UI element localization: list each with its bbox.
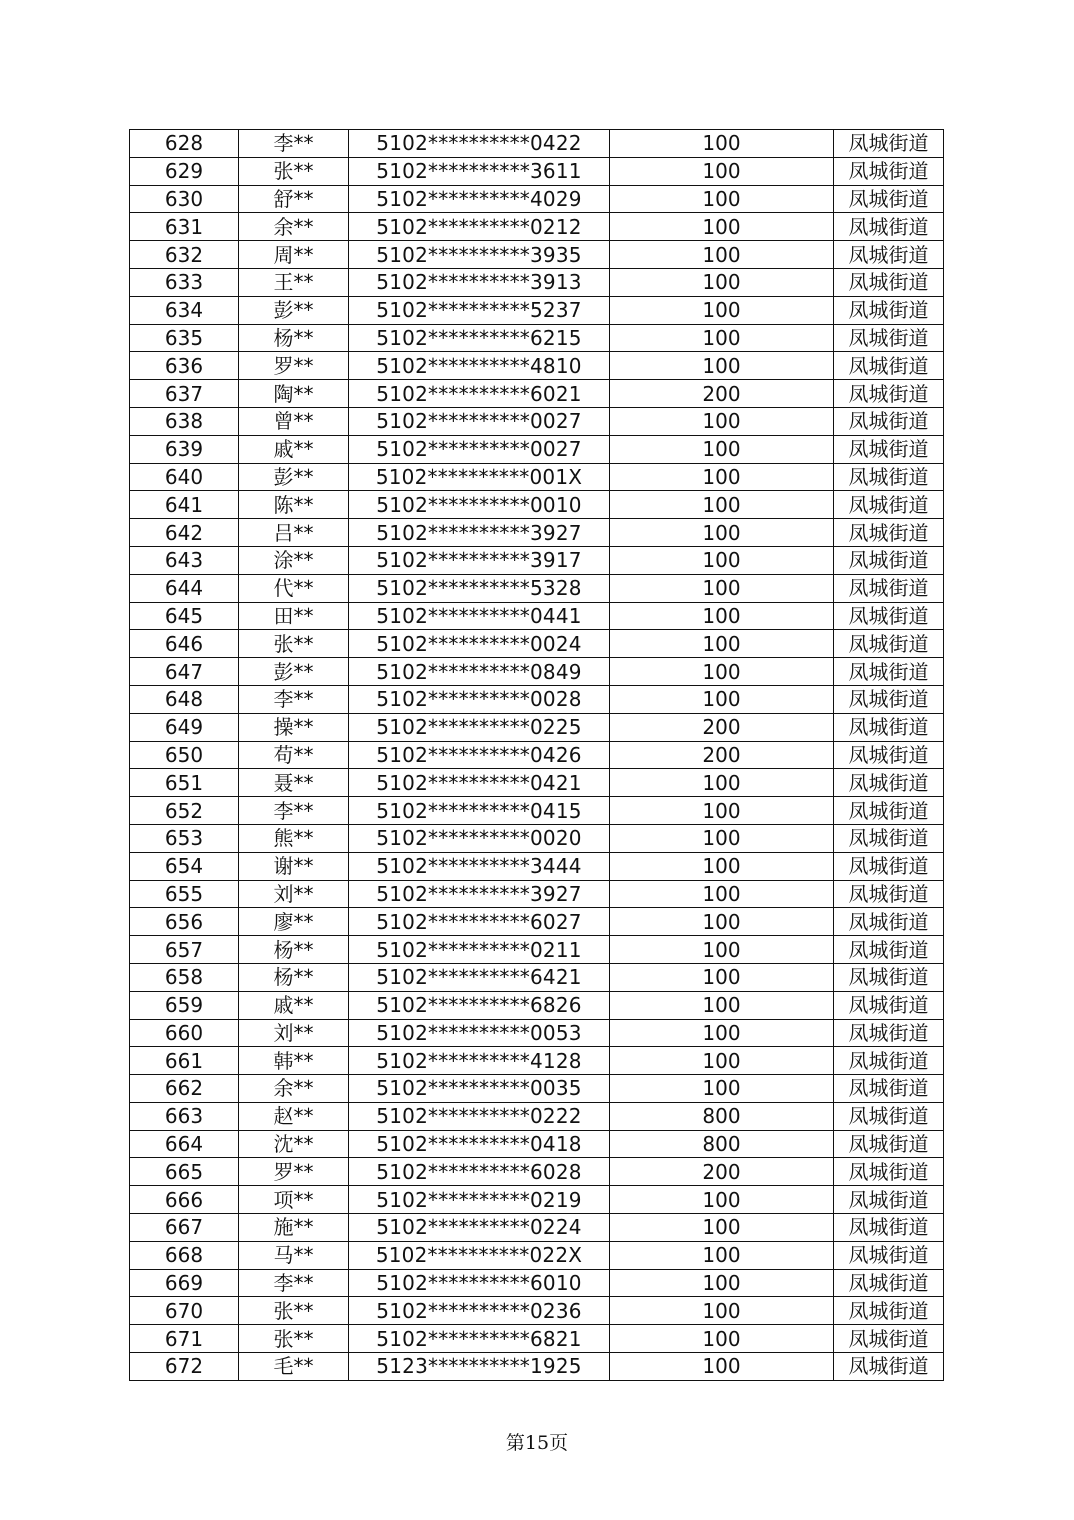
cell-number: 654: [130, 852, 239, 880]
cell-subdistrict: 凤城街道: [834, 157, 944, 185]
cell-amount: 100: [610, 213, 834, 241]
table-row: [130, 574, 944, 602]
cell-name: 舒**: [239, 185, 349, 213]
cell-id-number: 5102**********0849: [349, 658, 610, 686]
cell-id-number: 5102**********0219: [349, 1186, 610, 1214]
table-row: [130, 268, 944, 296]
table-row: [130, 296, 944, 324]
cell-id-number: 5102**********0441: [349, 602, 610, 630]
cell-id-number: 5102**********0224: [349, 1214, 610, 1242]
table-row: [130, 157, 944, 185]
cell-subdistrict: 凤城街道: [834, 741, 944, 769]
roster-table-body: [130, 130, 944, 1381]
table-row: [130, 1353, 944, 1381]
cell-name: 韩**: [239, 1047, 349, 1075]
cell-number: 630: [130, 185, 239, 213]
cell-subdistrict: 凤城街道: [834, 1102, 944, 1130]
cell-id-number: 5102**********0028: [349, 685, 610, 713]
table-row: [130, 1047, 944, 1075]
cell-subdistrict: 凤城街道: [834, 1353, 944, 1381]
cell-name: 熊**: [239, 824, 349, 852]
cell-id-number: 5102**********0422: [349, 130, 610, 158]
cell-number: 632: [130, 241, 239, 269]
table-row: [130, 1214, 944, 1242]
cell-number: 660: [130, 1019, 239, 1047]
cell-amount: 100: [610, 630, 834, 658]
cell-id-number: 5102**********6028: [349, 1158, 610, 1186]
cell-number: 635: [130, 324, 239, 352]
cell-amount: 100: [610, 824, 834, 852]
cell-subdistrict: 凤城街道: [834, 352, 944, 380]
cell-subdistrict: 凤城街道: [834, 1186, 944, 1214]
table-row: [130, 630, 944, 658]
cell-id-number: 5102**********001X: [349, 463, 610, 491]
cell-id-number: 5102**********4029: [349, 185, 610, 213]
cell-number: 651: [130, 769, 239, 797]
cell-amount: 100: [610, 1297, 834, 1325]
cell-id-number: 5102**********022X: [349, 1241, 610, 1269]
cell-amount: 100: [610, 463, 834, 491]
cell-amount: 100: [610, 1047, 834, 1075]
cell-number: 631: [130, 213, 239, 241]
cell-amount: 100: [610, 296, 834, 324]
table-row: [130, 519, 944, 547]
cell-amount: 100: [610, 936, 834, 964]
cell-subdistrict: 凤城街道: [834, 1158, 944, 1186]
table-row: [130, 435, 944, 463]
cell-id-number: 5123**********1925: [349, 1353, 610, 1381]
table-row: [130, 185, 944, 213]
cell-name: 项**: [239, 1186, 349, 1214]
cell-name: 操**: [239, 713, 349, 741]
cell-subdistrict: 凤城街道: [834, 1325, 944, 1353]
cell-subdistrict: 凤城街道: [834, 463, 944, 491]
cell-number: 658: [130, 963, 239, 991]
cell-name: 戚**: [239, 991, 349, 1019]
cell-amount: 100: [610, 1269, 834, 1297]
cell-name: 戚**: [239, 435, 349, 463]
table-row: [130, 713, 944, 741]
table-row: [130, 380, 944, 408]
cell-subdistrict: 凤城街道: [834, 797, 944, 825]
cell-amount: 100: [610, 519, 834, 547]
table-row: [130, 1130, 944, 1158]
cell-number: 639: [130, 435, 239, 463]
cell-amount: 100: [610, 241, 834, 269]
cell-subdistrict: 凤城街道: [834, 936, 944, 964]
cell-amount: 100: [610, 685, 834, 713]
cell-subdistrict: 凤城街道: [834, 1075, 944, 1103]
cell-subdistrict: 凤城街道: [834, 713, 944, 741]
cell-id-number: 5102**********3913: [349, 268, 610, 296]
table-row: [130, 1269, 944, 1297]
cell-id-number: 5102**********3927: [349, 880, 610, 908]
cell-number: 644: [130, 574, 239, 602]
cell-id-number: 5102**********0027: [349, 435, 610, 463]
cell-subdistrict: 凤城街道: [834, 1214, 944, 1242]
cell-subdistrict: 凤城街道: [834, 296, 944, 324]
table-row: [130, 1102, 944, 1130]
cell-id-number: 5102**********6021: [349, 380, 610, 408]
cell-name: 余**: [239, 213, 349, 241]
cell-number: 653: [130, 824, 239, 852]
cell-number: 666: [130, 1186, 239, 1214]
cell-name: 吕**: [239, 519, 349, 547]
cell-number: 671: [130, 1325, 239, 1353]
cell-number: 637: [130, 380, 239, 408]
cell-number: 661: [130, 1047, 239, 1075]
cell-number: 636: [130, 352, 239, 380]
cell-number: 647: [130, 658, 239, 686]
cell-name: 张**: [239, 630, 349, 658]
cell-name: 杨**: [239, 936, 349, 964]
cell-name: 罗**: [239, 352, 349, 380]
table-row: [130, 1297, 944, 1325]
cell-subdistrict: 凤城街道: [834, 852, 944, 880]
cell-amount: 100: [610, 1325, 834, 1353]
cell-name: 施**: [239, 1214, 349, 1242]
cell-subdistrict: 凤城街道: [834, 824, 944, 852]
cell-amount: 200: [610, 380, 834, 408]
cell-subdistrict: 凤城街道: [834, 1130, 944, 1158]
cell-subdistrict: 凤城街道: [834, 435, 944, 463]
cell-name: 余**: [239, 1075, 349, 1103]
cell-name: 李**: [239, 797, 349, 825]
cell-subdistrict: 凤城街道: [834, 130, 944, 158]
cell-id-number: 5102**********3444: [349, 852, 610, 880]
cell-name: 田**: [239, 602, 349, 630]
cell-amount: 100: [610, 963, 834, 991]
cell-subdistrict: 凤城街道: [834, 268, 944, 296]
cell-number: 664: [130, 1130, 239, 1158]
cell-id-number: 5102**********0024: [349, 630, 610, 658]
cell-id-number: 5102**********6027: [349, 908, 610, 936]
table-row: [130, 936, 944, 964]
cell-id-number: 5102**********3927: [349, 519, 610, 547]
cell-number: 665: [130, 1158, 239, 1186]
cell-subdistrict: 凤城街道: [834, 1241, 944, 1269]
cell-id-number: 5102**********4128: [349, 1047, 610, 1075]
cell-subdistrict: 凤城街道: [834, 407, 944, 435]
cell-id-number: 5102**********5237: [349, 296, 610, 324]
table-row: [130, 546, 944, 574]
cell-amount: 100: [610, 491, 834, 519]
cell-name: 赵**: [239, 1102, 349, 1130]
cell-name: 曾**: [239, 407, 349, 435]
cell-id-number: 5102**********0236: [349, 1297, 610, 1325]
cell-name: 杨**: [239, 324, 349, 352]
table-row: [130, 1158, 944, 1186]
table-row: [130, 241, 944, 269]
cell-id-number: 5102**********3935: [349, 241, 610, 269]
cell-amount: 100: [610, 1353, 834, 1381]
cell-name: 廖**: [239, 908, 349, 936]
cell-name: 聂**: [239, 769, 349, 797]
cell-id-number: 5102**********0212: [349, 213, 610, 241]
table-row: [130, 658, 944, 686]
cell-amount: 100: [610, 852, 834, 880]
cell-number: 646: [130, 630, 239, 658]
cell-id-number: 5102**********0035: [349, 1075, 610, 1103]
cell-number: 648: [130, 685, 239, 713]
cell-name: 陈**: [239, 491, 349, 519]
cell-subdistrict: 凤城街道: [834, 630, 944, 658]
table-row: [130, 491, 944, 519]
cell-subdistrict: 凤城街道: [834, 991, 944, 1019]
cell-id-number: 5102**********0418: [349, 1130, 610, 1158]
cell-amount: 100: [610, 185, 834, 213]
table-row: [130, 1325, 944, 1353]
cell-id-number: 5102**********4810: [349, 352, 610, 380]
cell-subdistrict: 凤城街道: [834, 241, 944, 269]
cell-number: 641: [130, 491, 239, 519]
cell-name: 毛**: [239, 1353, 349, 1381]
cell-name: 马**: [239, 1241, 349, 1269]
cell-number: 634: [130, 296, 239, 324]
cell-subdistrict: 凤城街道: [834, 546, 944, 574]
cell-amount: 100: [610, 769, 834, 797]
cell-amount: 100: [610, 797, 834, 825]
cell-subdistrict: 凤城街道: [834, 213, 944, 241]
cell-name: 彭**: [239, 296, 349, 324]
cell-amount: 100: [610, 908, 834, 936]
cell-subdistrict: 凤城街道: [834, 1269, 944, 1297]
cell-amount: 100: [610, 658, 834, 686]
cell-id-number: 5102**********0211: [349, 936, 610, 964]
cell-amount: 200: [610, 1158, 834, 1186]
cell-number: 645: [130, 602, 239, 630]
cell-amount: 100: [610, 435, 834, 463]
cell-id-number: 5102**********3917: [349, 546, 610, 574]
cell-number: 657: [130, 936, 239, 964]
cell-amount: 100: [610, 1019, 834, 1047]
cell-subdistrict: 凤城街道: [834, 185, 944, 213]
table-row: [130, 685, 944, 713]
cell-id-number: 5102**********0415: [349, 797, 610, 825]
cell-subdistrict: 凤城街道: [834, 491, 944, 519]
cell-number: 670: [130, 1297, 239, 1325]
cell-name: 彭**: [239, 658, 349, 686]
cell-id-number: 5102**********0421: [349, 769, 610, 797]
table-row: [130, 1019, 944, 1047]
cell-number: 629: [130, 157, 239, 185]
cell-number: 655: [130, 880, 239, 908]
cell-amount: 100: [610, 880, 834, 908]
cell-amount: 800: [610, 1130, 834, 1158]
cell-amount: 200: [610, 713, 834, 741]
cell-name: 李**: [239, 130, 349, 158]
cell-amount: 100: [610, 574, 834, 602]
cell-number: 643: [130, 546, 239, 574]
cell-id-number: 5102**********6826: [349, 991, 610, 1019]
cell-number: 672: [130, 1353, 239, 1381]
cell-number: 633: [130, 268, 239, 296]
cell-subdistrict: 凤城街道: [834, 658, 944, 686]
cell-amount: 100: [610, 352, 834, 380]
cell-amount: 100: [610, 1075, 834, 1103]
cell-number: 628: [130, 130, 239, 158]
cell-id-number: 5102**********0053: [349, 1019, 610, 1047]
table-row: [130, 1186, 944, 1214]
cell-amount: 100: [610, 157, 834, 185]
cell-number: 667: [130, 1214, 239, 1242]
cell-subdistrict: 凤城街道: [834, 1047, 944, 1075]
page-number: 第15页: [505, 1432, 569, 1454]
table-row: [130, 352, 944, 380]
cell-number: 659: [130, 991, 239, 1019]
cell-id-number: 5102**********6215: [349, 324, 610, 352]
cell-subdistrict: 凤城街道: [834, 380, 944, 408]
cell-amount: 100: [610, 1241, 834, 1269]
cell-name: 张**: [239, 1297, 349, 1325]
table-row: [130, 908, 944, 936]
cell-subdistrict: 凤城街道: [834, 602, 944, 630]
cell-amount: 100: [610, 602, 834, 630]
table-row: [130, 1241, 944, 1269]
cell-name: 张**: [239, 157, 349, 185]
cell-name: 李**: [239, 1269, 349, 1297]
cell-amount: 100: [610, 324, 834, 352]
cell-id-number: 5102**********6010: [349, 1269, 610, 1297]
cell-id-number: 5102**********6821: [349, 1325, 610, 1353]
cell-name: 李**: [239, 685, 349, 713]
cell-id-number: 5102**********3611: [349, 157, 610, 185]
cell-id-number: 5102**********0027: [349, 407, 610, 435]
table-row: [130, 463, 944, 491]
cell-number: 640: [130, 463, 239, 491]
cell-id-number: 5102**********6421: [349, 963, 610, 991]
table-row: [130, 797, 944, 825]
cell-id-number: 5102**********0010: [349, 491, 610, 519]
cell-subdistrict: 凤城街道: [834, 963, 944, 991]
table-row: [130, 602, 944, 630]
cell-number: 649: [130, 713, 239, 741]
cell-name: 刘**: [239, 1019, 349, 1047]
table-row: [130, 1075, 944, 1103]
cell-subdistrict: 凤城街道: [834, 574, 944, 602]
table-row: [130, 880, 944, 908]
table-row: [130, 824, 944, 852]
cell-name: 沈**: [239, 1130, 349, 1158]
cell-amount: 200: [610, 741, 834, 769]
cell-amount: 800: [610, 1102, 834, 1130]
table-row: [130, 991, 944, 1019]
cell-id-number: 5102**********5328: [349, 574, 610, 602]
cell-name: 罗**: [239, 1158, 349, 1186]
cell-subdistrict: 凤城街道: [834, 908, 944, 936]
cell-subdistrict: 凤城街道: [834, 1297, 944, 1325]
cell-name: 杨**: [239, 963, 349, 991]
cell-name: 陶**: [239, 380, 349, 408]
cell-number: 662: [130, 1075, 239, 1103]
table-row: [130, 213, 944, 241]
cell-number: 668: [130, 1241, 239, 1269]
cell-amount: 100: [610, 546, 834, 574]
cell-number: 652: [130, 797, 239, 825]
cell-number: 642: [130, 519, 239, 547]
cell-number: 669: [130, 1269, 239, 1297]
cell-name: 周**: [239, 241, 349, 269]
table-row: [130, 324, 944, 352]
cell-amount: 100: [610, 1214, 834, 1242]
cell-amount: 100: [610, 991, 834, 1019]
cell-name: 刘**: [239, 880, 349, 908]
cell-number: 650: [130, 741, 239, 769]
cell-number: 663: [130, 1102, 239, 1130]
cell-number: 638: [130, 407, 239, 435]
cell-subdistrict: 凤城街道: [834, 1019, 944, 1047]
cell-subdistrict: 凤城街道: [834, 685, 944, 713]
cell-amount: 100: [610, 268, 834, 296]
cell-amount: 100: [610, 130, 834, 158]
table-row: [130, 741, 944, 769]
cell-name: 谢**: [239, 852, 349, 880]
table-row: [130, 963, 944, 991]
cell-subdistrict: 凤城街道: [834, 769, 944, 797]
table-row: [130, 852, 944, 880]
table-row: [130, 407, 944, 435]
cell-name: 王**: [239, 268, 349, 296]
roster-table: [129, 129, 944, 1381]
cell-subdistrict: 凤城街道: [834, 519, 944, 547]
cell-name: 代**: [239, 574, 349, 602]
cell-number: 656: [130, 908, 239, 936]
cell-name: 张**: [239, 1325, 349, 1353]
cell-id-number: 5102**********0020: [349, 824, 610, 852]
cell-id-number: 5102**********0225: [349, 713, 610, 741]
cell-name: 苟**: [239, 741, 349, 769]
table-row: [130, 130, 944, 158]
cell-name: 彭**: [239, 463, 349, 491]
cell-amount: 100: [610, 407, 834, 435]
cell-subdistrict: 凤城街道: [834, 324, 944, 352]
cell-id-number: 5102**********0222: [349, 1102, 610, 1130]
cell-amount: 100: [610, 1186, 834, 1214]
cell-id-number: 5102**********0426: [349, 741, 610, 769]
table-row: [130, 769, 944, 797]
cell-name: 涂**: [239, 546, 349, 574]
cell-subdistrict: 凤城街道: [834, 880, 944, 908]
